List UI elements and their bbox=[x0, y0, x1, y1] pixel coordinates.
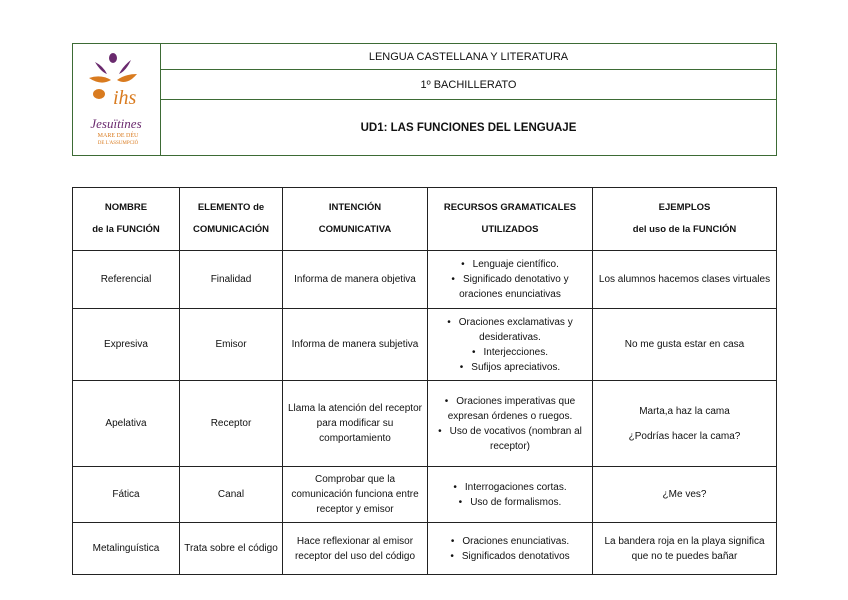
cell-intencion: Llama la atención del receptor para modificar su comportamiento bbox=[283, 381, 428, 467]
list-item: • Uso de formalismos. bbox=[432, 495, 588, 510]
school-logo bbox=[73, 44, 161, 155]
cell-nombre: Referencial bbox=[73, 251, 180, 309]
cell-ejemplos: Los alumnos hacemos clases virtuales bbox=[593, 251, 777, 309]
table-row bbox=[73, 381, 777, 467]
cell-nombre: Expresiva bbox=[73, 309, 180, 381]
unit-title: UD1: LAS FUNCIONES DEL LENGUAJE bbox=[360, 121, 577, 134]
list-item: • Oraciones exclamativas y desiderativas. bbox=[432, 315, 588, 345]
list-item: • Uso de vocativos (nombran al receptor) bbox=[432, 424, 588, 454]
cell-recursos bbox=[428, 381, 593, 467]
cell-elemento: Canal bbox=[180, 467, 283, 523]
header-intencion: INTENCIÓN COMUNICATIVA bbox=[283, 188, 428, 251]
cell-elemento: Finalidad bbox=[180, 251, 283, 309]
cell-intencion: Informa de manera objetiva bbox=[283, 251, 428, 309]
cell-intencion: Hace reflexionar al emisor receptor del uso del código bbox=[283, 523, 428, 575]
table-row bbox=[73, 251, 777, 309]
cell-nombre: Metalinguística bbox=[73, 523, 180, 575]
cell-ejemplos bbox=[593, 381, 777, 467]
jesuitines-logo-icon bbox=[73, 44, 159, 154]
cell-recursos bbox=[428, 251, 593, 309]
example-line: Marta,a haz la cama bbox=[639, 405, 730, 417]
course-title: 1º BACHILLERATO bbox=[161, 70, 776, 100]
subject-title: LENGUA CASTELLANA Y LITERATURA bbox=[161, 44, 776, 70]
cell-nombre: Apelativa bbox=[73, 381, 180, 467]
table-row bbox=[73, 467, 777, 523]
cell-recursos bbox=[428, 309, 593, 381]
cell-recursos bbox=[428, 467, 593, 523]
list-item: • Significado denotativo y oraciones enunciativas bbox=[432, 272, 588, 302]
header-nombre: NOMBRE de la FUNCIÓN bbox=[73, 188, 180, 251]
svg-text:ihs: ihs bbox=[113, 87, 137, 109]
table-header-row bbox=[73, 188, 777, 251]
list-item: • Sufijos apreciativos. bbox=[432, 360, 588, 375]
table-row bbox=[73, 523, 777, 575]
cell-recursos bbox=[428, 523, 593, 575]
cell-intencion: Comprobar que la comunicación funciona entre receptor y emisor bbox=[283, 467, 428, 523]
cell-ejemplos: ¿Me ves? bbox=[593, 467, 777, 523]
language-functions-table bbox=[72, 187, 777, 575]
example-line: ¿Podrías hacer la cama? bbox=[628, 430, 741, 442]
cell-nombre: Fática bbox=[73, 467, 180, 523]
svg-text:DE L'ASSUMPCIÓ: DE L'ASSUMPCIÓ bbox=[97, 141, 139, 146]
table-row bbox=[73, 309, 777, 381]
cell-ejemplos: La bandera roja en la playa significa que no te puedes bañar bbox=[593, 523, 777, 575]
list-item: • Significados denotativos bbox=[432, 549, 588, 564]
header-recursos: RECURSOS GRAMATICALES UTILIZADOS bbox=[428, 188, 593, 251]
list-item: • Interrogaciones cortas. bbox=[432, 480, 588, 495]
cell-elemento: Emisor bbox=[180, 309, 283, 381]
header-elemento: ELEMENTO de COMUNICACIÓN bbox=[180, 188, 283, 251]
list-item: • Oraciones enunciativas. bbox=[432, 534, 588, 549]
list-item: • Lenguaje científico. bbox=[432, 257, 588, 272]
document-header bbox=[72, 43, 777, 156]
list-item: • Oraciones imperativas que expresan órdenes o ruegos. bbox=[432, 394, 588, 424]
cell-ejemplos: No me gusta estar en casa bbox=[593, 309, 777, 381]
cell-elemento: Trata sobre el código bbox=[180, 523, 283, 575]
svg-text:MARE DE DÉU: MARE DE DÉU bbox=[97, 133, 139, 139]
svg-text:Jesuïtines: Jesuïtines bbox=[90, 116, 142, 131]
header-ejemplos: EJEMPLOS del uso de la FUNCIÓN bbox=[593, 188, 777, 251]
list-item: • Interjecciones. bbox=[432, 345, 588, 360]
cell-intencion: Informa de manera subjetiva bbox=[283, 309, 428, 381]
cell-elemento: Receptor bbox=[180, 381, 283, 467]
